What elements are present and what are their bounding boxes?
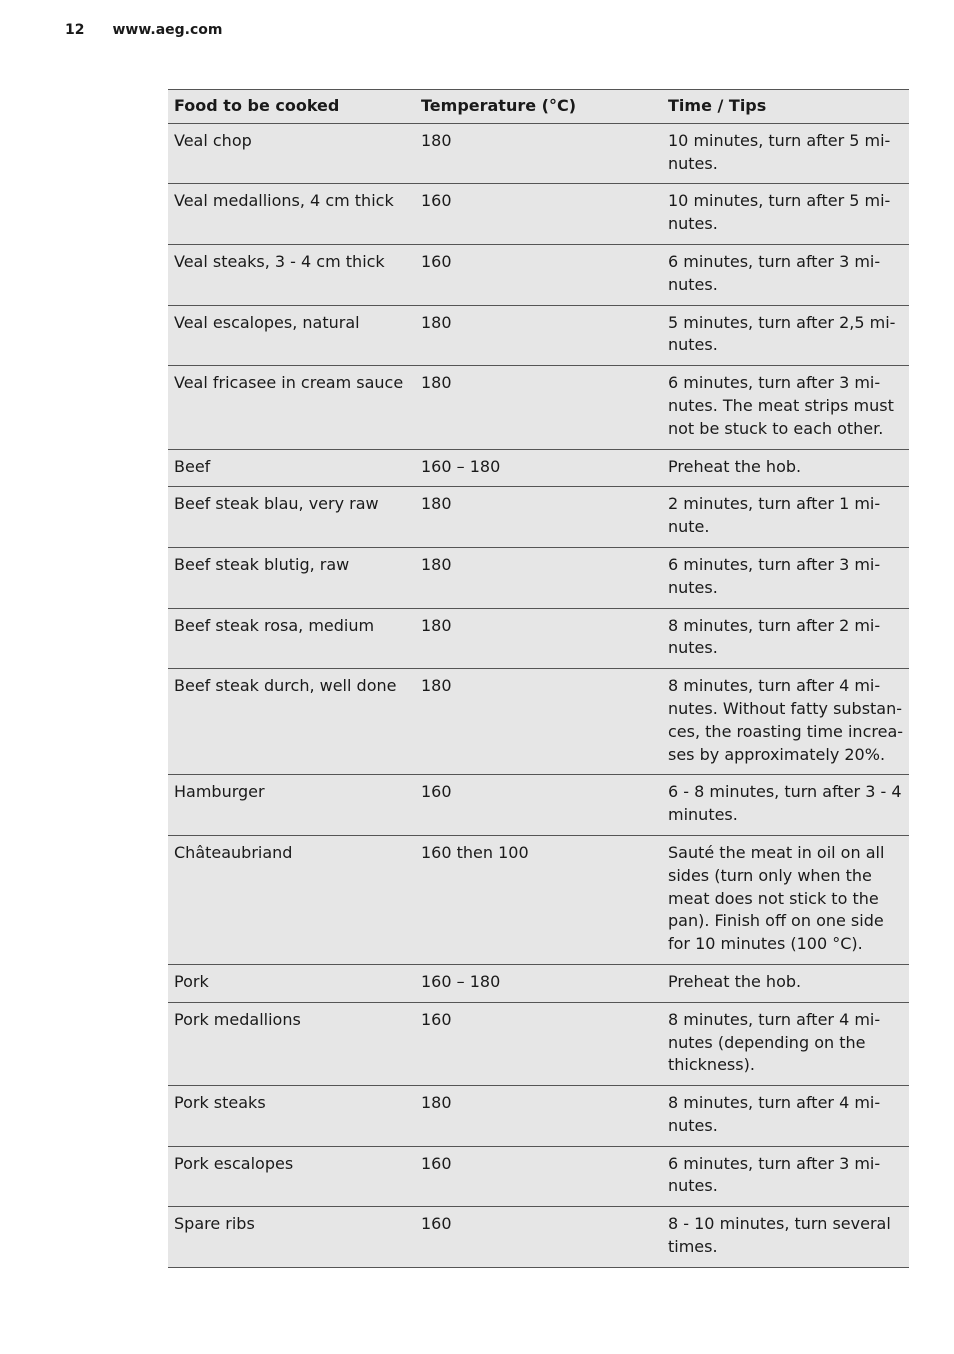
temperature-cell: 180: [421, 1093, 452, 1113]
page-number: 12: [65, 22, 85, 38]
time-tips-cell: 6 minutes, turn after 3 mi- nutes.: [668, 251, 881, 294]
temperature-cell: 180: [421, 312, 452, 332]
time-tips-cell: Sauté the meat in oil on all sides (turn only when the meat does not stick to the pan). Finish off on one side for 10 minutes (100 °C).: [668, 842, 885, 954]
table-row: [168, 775, 909, 836]
table-row: [168, 1086, 909, 1147]
temperature-cell: 160: [421, 1009, 452, 1029]
table-row: [168, 184, 909, 245]
temperature-cell: 180: [421, 373, 452, 393]
temperature-cell: 160: [421, 191, 452, 211]
time-tips-cell: 6 minutes, turn after 3 mi- nutes. The meat strips must not be stuck to each other.: [668, 373, 894, 438]
table-row: [168, 366, 909, 449]
table-header-row: [168, 90, 909, 124]
food-cell: Beef: [174, 456, 211, 476]
temperature-cell: 160 – 180: [421, 456, 501, 476]
food-cell: Spare ribs: [174, 1214, 255, 1234]
time-tips-cell: 5 minutes, turn after 2,5 mi- nutes.: [668, 312, 896, 355]
temperature-cell: 180: [421, 615, 452, 635]
time-tips-cell: 8 minutes, turn after 4 mi- nutes.: [668, 1093, 881, 1135]
temperature-cell: 160: [421, 251, 452, 271]
cooking-table: [168, 89, 909, 1268]
time-tips-cell: 8 - 10 minutes, turn several times.: [668, 1214, 891, 1257]
table-row: [168, 669, 909, 775]
website-url: www.aeg.com: [112, 22, 223, 38]
food-cell: Pork: [174, 971, 209, 991]
table-row: [168, 835, 909, 964]
table-row: [168, 1146, 909, 1207]
food-cell: Veal chop: [174, 130, 252, 150]
page-header: [65, 22, 223, 38]
time-tips-cell: 8 minutes, turn after 4 mi- nutes (depending on the thickness).: [668, 1009, 881, 1075]
food-cell: Veal fricasee in cream sauce: [174, 373, 404, 393]
food-cell: Beef steak blutig, raw: [174, 554, 350, 574]
temperature-cell: 160 – 180: [421, 971, 501, 991]
table-row: [168, 964, 909, 1002]
table-row: [168, 449, 909, 487]
time-tips-cell: 10 minutes, turn after 5 mi- nutes.: [668, 191, 891, 234]
food-cell: Beef steak durch, well done: [174, 676, 397, 696]
food-cell: Veal escalopes, natural: [174, 312, 360, 332]
temperature-cell: 180: [421, 494, 452, 514]
food-cell: Pork steaks: [174, 1093, 266, 1113]
food-cell: Beef steak blau, very raw: [174, 494, 379, 514]
time-tips-cell: Preheat the hob.: [668, 456, 802, 476]
column-header-temperature: Temperature (°C): [421, 96, 577, 115]
food-cell: Châteaubriand: [174, 842, 293, 862]
time-tips-cell: 6 minutes, turn after 3 mi- nutes.: [668, 1153, 881, 1196]
table-body: [168, 123, 909, 1267]
temperature-cell: 180: [421, 130, 452, 150]
table-row: [168, 608, 909, 669]
temperature-cell: 160: [421, 1153, 452, 1173]
table-row: [168, 123, 909, 184]
temperature-cell: 180: [421, 676, 452, 696]
temperature-cell: 160: [421, 782, 452, 802]
table-row: [168, 1002, 909, 1085]
time-tips-cell: Preheat the hob.: [668, 971, 802, 991]
table-row: [168, 1207, 909, 1268]
temperature-cell: 160: [421, 1214, 452, 1234]
time-tips-cell: 6 - 8 minutes, turn after 3 - 4 minutes.: [668, 782, 902, 825]
food-cell: Veal steaks, 3 - 4 cm thick: [174, 251, 385, 271]
table-row: [168, 305, 909, 366]
table-row: [168, 487, 909, 548]
time-tips-cell: 6 minutes, turn after 3 mi- nutes.: [668, 554, 881, 597]
food-cell: Beef steak rosa, medium: [174, 615, 375, 635]
time-tips-cell: 2 minutes, turn after 1 mi- nute.: [668, 494, 881, 537]
food-cell: Veal medallions, 4 cm thick: [174, 191, 394, 211]
column-header-time-tips: Time / Tips: [668, 96, 767, 115]
time-tips-cell: 10 minutes, turn after 5 mi- nutes.: [668, 130, 891, 173]
temperature-cell: 180: [421, 554, 452, 574]
time-tips-cell: 8 minutes, turn after 2 mi- nutes.: [668, 615, 881, 658]
food-cell: Pork medallions: [174, 1009, 301, 1029]
temperature-cell: 160 then 100: [421, 842, 529, 862]
table-row: [168, 244, 909, 305]
column-header-food: Food to be cooked: [174, 96, 340, 115]
time-tips-cell: 8 minutes, turn after 4 mi- nutes. Without fatty substan- ces, the roasting time increa- ses by approximately 20%.: [668, 676, 904, 764]
food-cell: Pork escalopes: [174, 1153, 294, 1173]
table-row: [168, 547, 909, 608]
food-cell: Hamburger: [174, 782, 265, 802]
